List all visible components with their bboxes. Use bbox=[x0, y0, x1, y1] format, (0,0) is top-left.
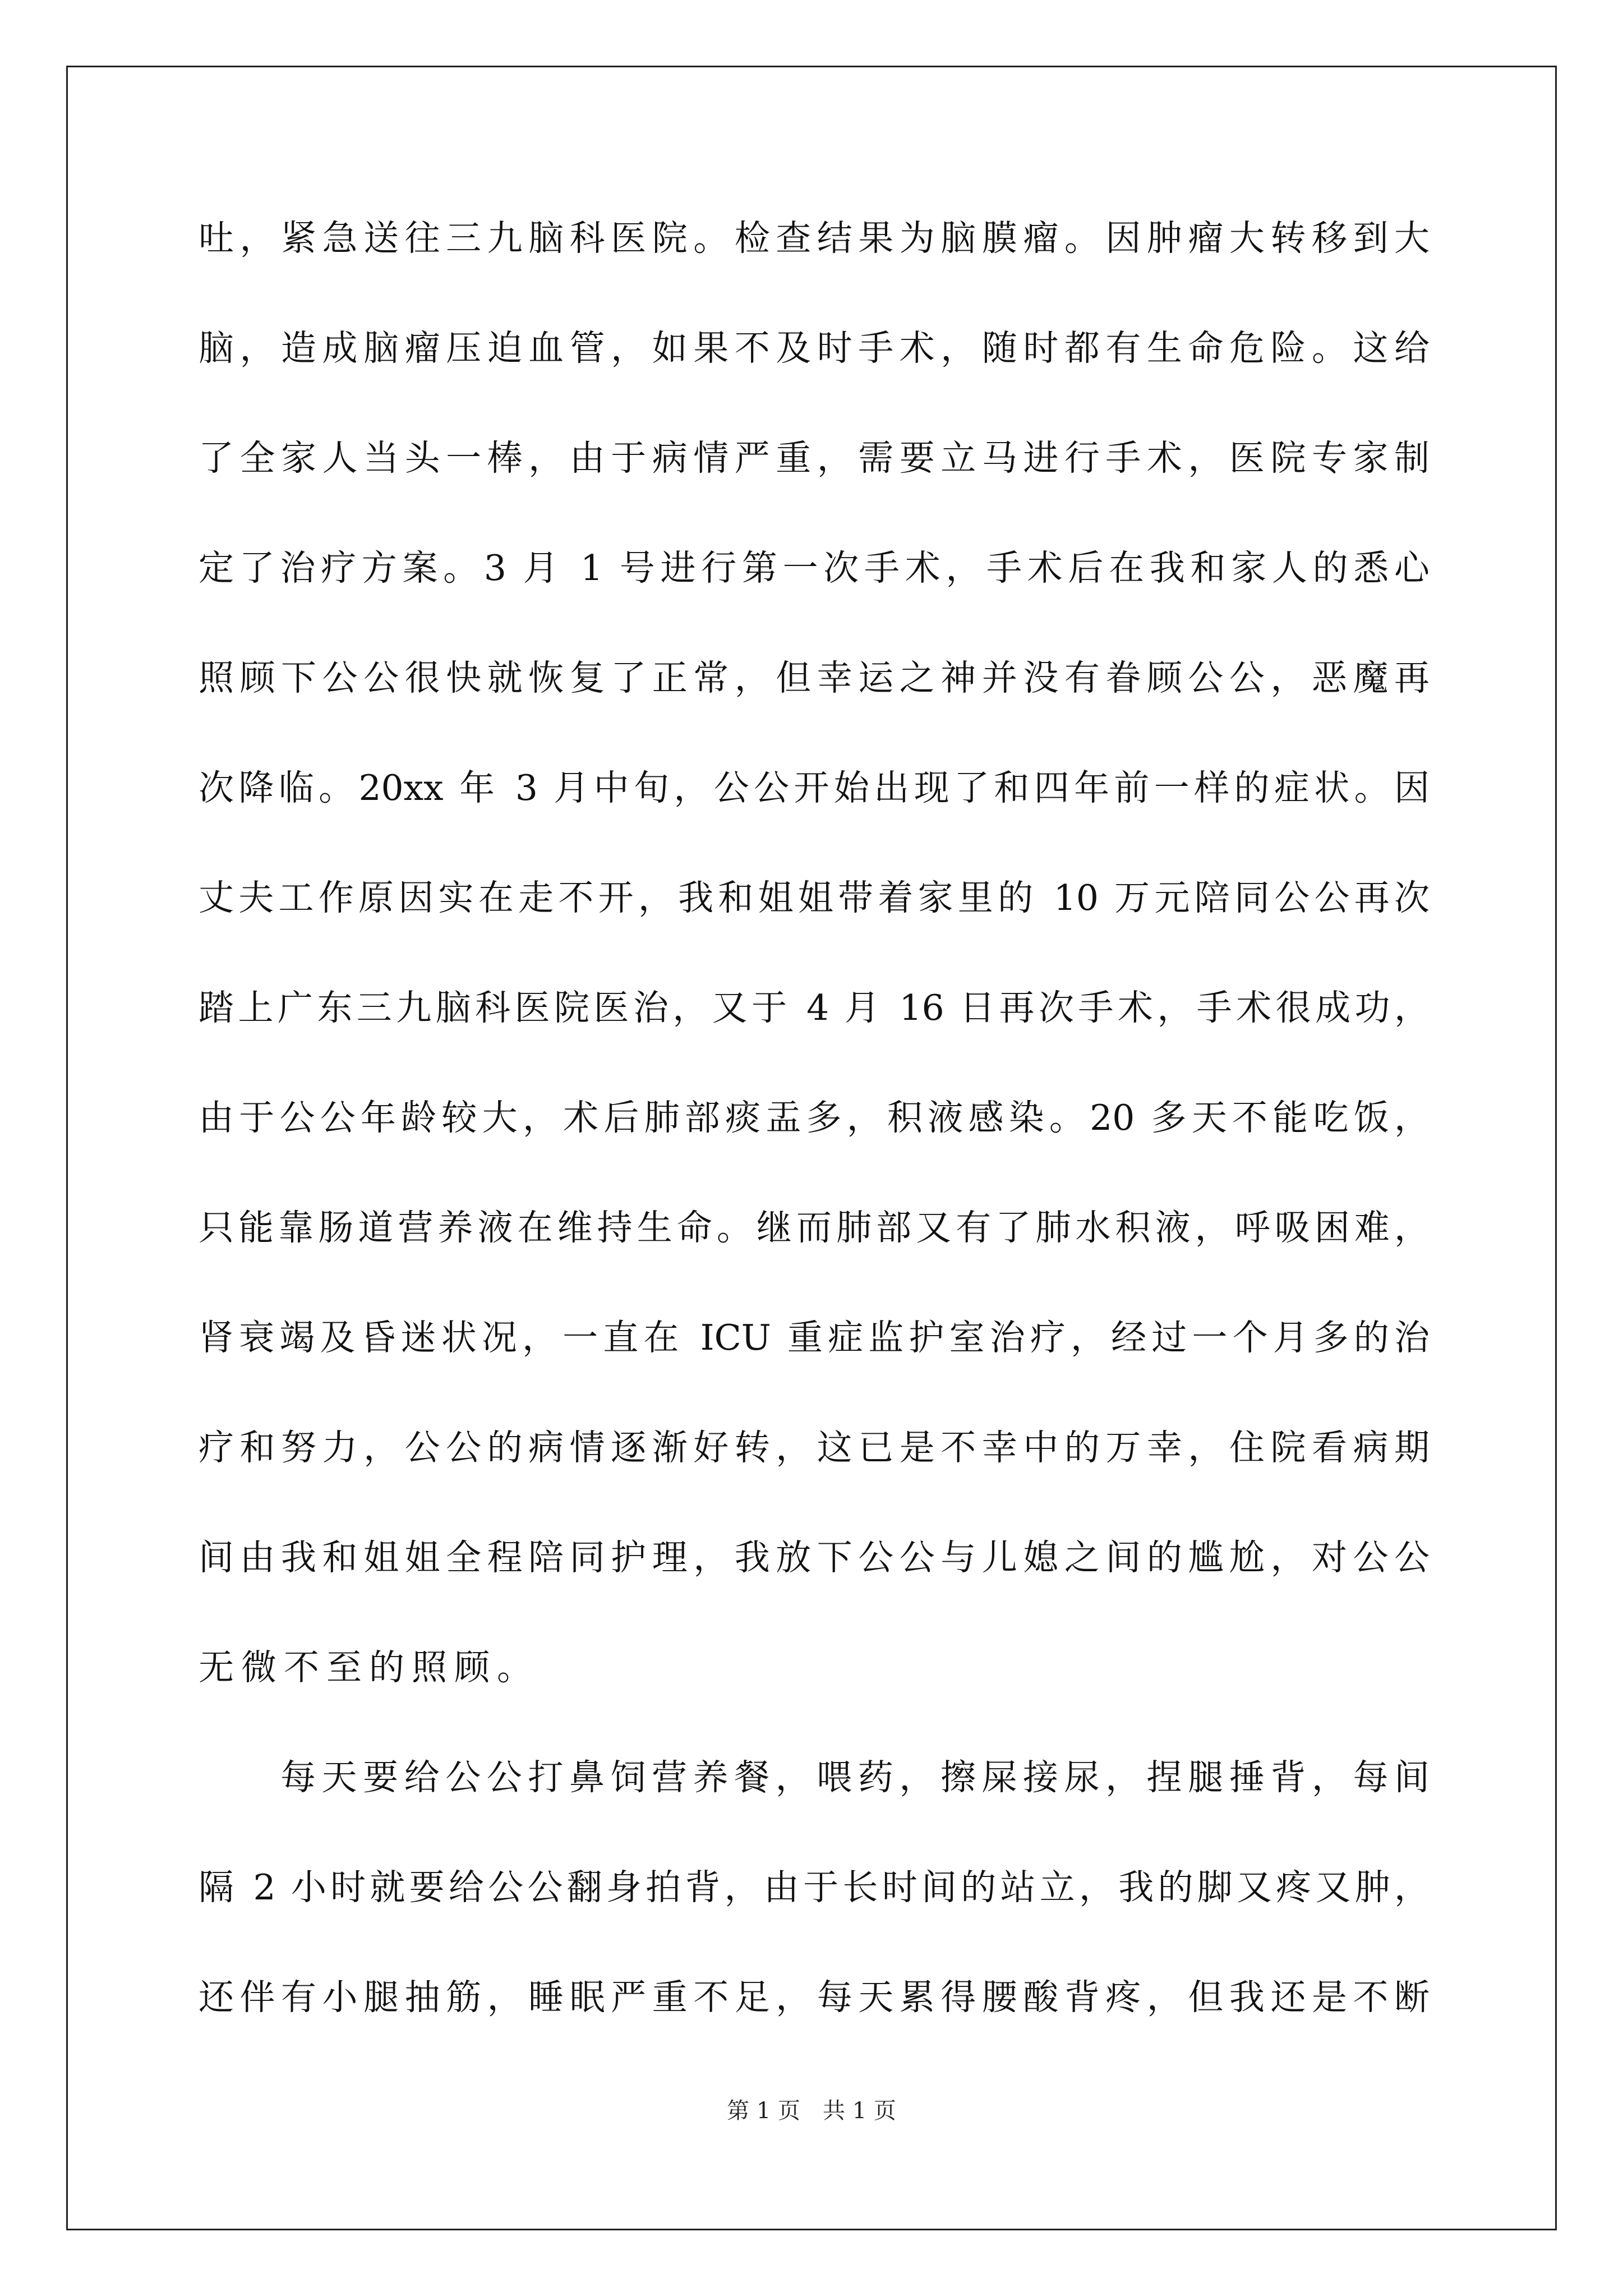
text-line-9: 由于公公年龄较大，术后肺部痰盂多，积液感染。20 多天不能吃饭， bbox=[199, 1097, 1430, 1138]
text-line-15: 每天要给公公打鼻饲营养餐，喂药，擦屎接尿，捏腿捶背，每间 bbox=[280, 1757, 1430, 1798]
text-line-14: 无微不至的照顾。 bbox=[199, 1647, 540, 1688]
text-line-6: 次降临。20xx 年 3 月中旬，公公开始出现了和四年前一样的症状。因 bbox=[199, 767, 1430, 808]
text-line-3: 了全家人当头一棒，由于病情严重，需要立马进行手术，医院专家制 bbox=[199, 438, 1430, 478]
text-line-16: 隔 2 小时就要给公公翻身拍背，由于长时间的站立，我的脚又疼又肿， bbox=[199, 1867, 1430, 1908]
text-line-2: 脑，造成脑瘤压迫血管，如果不及时手术，随时都有生命危险。这给 bbox=[199, 328, 1430, 369]
text-line-10: 只能靠肠道营养液在维持生命。继而肺部又有了肺水积液，呼吸困难， bbox=[199, 1207, 1430, 1248]
text-line-11: 肾衰竭及昏迷状况，一直在 ICU 重症监护室治疗，经过一个月多的治 bbox=[199, 1317, 1430, 1358]
text-line-1: 吐，紧急送往三九脑科医院。检查结果为脑膜瘤。因肿瘤大转移到大 bbox=[199, 218, 1430, 259]
text-line-4: 定了治疗方案。3 月 1 号进行第一次手术，手术后在我和家人的悉心 bbox=[199, 547, 1430, 588]
text-line-5: 照顾下公公很快就恢复了正常，但幸运之神并没有眷顾公公，恶魔再 bbox=[199, 657, 1430, 698]
text-line-12: 疗和努力，公公的病情逐渐好转，这已是不幸中的万幸，住院看病期 bbox=[199, 1427, 1430, 1468]
text-line-13: 间由我和姐姐全程陪同护理，我放下公公与儿媳之间的尴尬，对公公 bbox=[199, 1537, 1430, 1578]
text-line-17: 还伴有小腿抽筋，睡眠严重不足，每天累得腰酸背疼，但我还是不断 bbox=[199, 1977, 1430, 2018]
text-line-8: 踏上广东三九脑科医院医治，又于 4 月 16 日再次手术，手术很成功， bbox=[199, 987, 1430, 1028]
text-line-7: 丈夫工作原因实在走不开，我和姐姐带着家里的 10 万元陪同公公再次 bbox=[199, 877, 1430, 918]
page-number-footer: 第 1 页 共 1 页 bbox=[727, 2098, 896, 2124]
